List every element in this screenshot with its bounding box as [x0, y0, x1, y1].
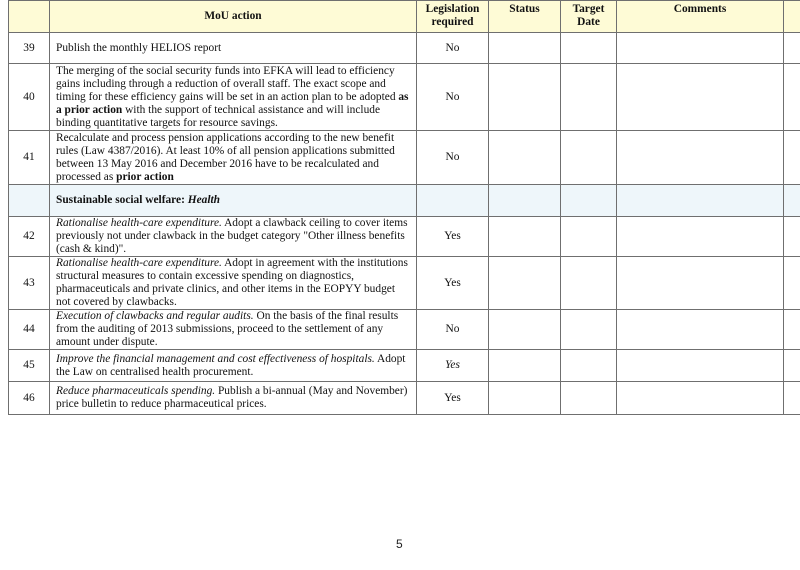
header-legislation-label: Legislation required — [425, 3, 480, 28]
legislation-required-cell: Yes — [417, 257, 489, 310]
legislation-required-cell: Yes — [417, 217, 489, 257]
status-cell — [489, 382, 561, 415]
header-target-date-label: Target Date — [572, 3, 605, 28]
comments-cell — [617, 131, 784, 185]
table-row — [9, 33, 800, 64]
action-text-fragment: On the basis of the final results from the auditing of 2013 submissions, proceed to the settlement of any amount under dispute. — [56, 310, 399, 348]
status-cell — [489, 185, 561, 217]
table-row — [9, 257, 800, 310]
action-text-fragment: Recalculate and process pension applications according to the new benefit rules (Law 4387/2016). At least 10% of all pension applications submitted between 13 May 2016 and December 2016 have to be recalculated and processed as — [56, 131, 395, 183]
action-text-fragment: Publish a bi-annual (May and November) price bulletin to reduce pharmaceutical prices. — [56, 385, 408, 410]
action-text-fragment: Reduce pharmaceuticals spending. — [56, 385, 216, 397]
action-text-fragment: Health — [187, 194, 221, 206]
header-extra — [784, 1, 800, 33]
status-cell — [489, 310, 561, 350]
header-mou-action — [50, 1, 417, 33]
status-cell — [489, 257, 561, 310]
row-number-cell: 44 — [9, 310, 50, 350]
legislation-required-cell: Yes — [417, 382, 489, 415]
target-date-cell — [561, 257, 617, 310]
mou-action-cell — [50, 310, 417, 350]
header-number — [9, 1, 50, 33]
comments-cell — [617, 33, 784, 64]
extra-cell — [784, 185, 800, 217]
table-row — [9, 217, 800, 257]
mou-action-cell — [50, 257, 417, 310]
action-text-fragment: with the support of technical assistance and will include binding quantitative targets for resource savings. — [56, 103, 381, 129]
mou-action-cell — [50, 217, 417, 257]
header-status-label: Status — [509, 3, 540, 15]
action-text-fragment: Publish the monthly HELIOS report — [56, 41, 222, 54]
action-text-fragment: Adopt in agreement with the institutions structural measures to contain excessive spending on diagnostics, pharmaceuticals and private clinics, and other items in the EOPYY budget not covered by clawbacks. — [56, 257, 408, 308]
row-number-cell: 43 — [9, 257, 50, 310]
header-mou-action-label: MoU action — [204, 10, 262, 22]
comments-cell — [617, 310, 784, 350]
extra-cell — [784, 217, 800, 257]
table-row — [9, 64, 800, 131]
extra-cell — [784, 64, 800, 131]
target-date-cell — [561, 33, 617, 64]
row-number-cell: 46 — [9, 382, 50, 415]
mou-action-table — [8, 0, 800, 415]
row-number-cell: 45 — [9, 350, 50, 382]
extra-cell — [784, 131, 800, 185]
table-header-row — [9, 1, 800, 33]
legislation-required-cell: No — [417, 131, 489, 185]
mou-action-cell — [50, 131, 417, 185]
page-number: 5 — [396, 537, 403, 551]
extra-cell — [784, 310, 800, 350]
legislation-required-cell: No — [417, 310, 489, 350]
mou-action-cell — [50, 350, 417, 382]
mou-action-cell — [50, 64, 417, 131]
legislation-cell — [417, 185, 489, 217]
row-number-cell: 40 — [9, 64, 50, 131]
action-text-fragment: prior action — [116, 170, 174, 183]
action-text-fragment: The merging of the social security funds into EFKA will lead to efficiency gains including through a reduction of overall staff. The exact scope and timing for these efficiency gains will be set in an action plan to be adopted — [56, 64, 399, 103]
section-row — [9, 185, 800, 217]
row-number-cell: 42 — [9, 217, 50, 257]
legislation-required-cell: No — [417, 33, 489, 64]
target-date-cell — [561, 382, 617, 415]
comments-cell — [617, 257, 784, 310]
status-cell — [489, 350, 561, 382]
legislation-required-cell: Yes — [417, 350, 489, 382]
extra-cell — [784, 33, 800, 64]
row-number-cell — [9, 185, 50, 217]
header-legislation-required — [417, 1, 489, 33]
comments-cell — [617, 64, 784, 131]
comments-cell — [617, 185, 784, 217]
header-comments — [617, 1, 784, 33]
table-row — [9, 350, 800, 382]
target-date-cell — [561, 350, 617, 382]
table-row — [9, 131, 800, 185]
action-text-fragment: Adopt the Law on centralised health procurement. — [56, 352, 406, 378]
action-text-fragment: Execution of clawbacks and regular audits. — [56, 310, 254, 322]
target-date-cell — [561, 217, 617, 257]
comments-cell — [617, 217, 784, 257]
row-number-cell: 39 — [9, 33, 50, 64]
target-date-cell — [561, 64, 617, 131]
action-text-fragment: Improve the financial management and cost effectiveness of hospitals. — [56, 352, 375, 365]
table-row — [9, 382, 800, 415]
action-text-fragment: Rationalise health-care expenditure. — [56, 257, 222, 269]
header-status — [489, 1, 561, 33]
action-text-fragment: as a prior action — [56, 90, 409, 116]
comments-cell — [617, 382, 784, 415]
header-target-date — [561, 1, 617, 33]
status-cell — [489, 33, 561, 64]
status-cell — [489, 64, 561, 131]
row-number-cell: 41 — [9, 131, 50, 185]
extra-cell — [784, 382, 800, 415]
status-cell — [489, 131, 561, 185]
extra-cell — [784, 257, 800, 310]
target-date-cell — [561, 185, 617, 217]
table-row — [9, 310, 800, 350]
action-text-fragment: Rationalise health-care expenditure. — [56, 217, 222, 229]
header-comments-label: Comments — [673, 3, 727, 15]
table-body — [9, 33, 800, 415]
status-cell — [489, 217, 561, 257]
action-text-fragment: Sustainable social welfare: — [56, 194, 188, 206]
mou-action-cell — [50, 185, 417, 217]
mou-action-cell — [50, 382, 417, 415]
legislation-required-cell: No — [417, 64, 489, 131]
extra-cell — [784, 350, 800, 382]
target-date-cell — [561, 131, 617, 185]
comments-cell — [617, 350, 784, 382]
mou-action-cell — [50, 33, 417, 64]
action-text-fragment: Adopt a clawback ceiling to cover items previously not under clawback in the budget category "Other illness benefits (cash & kind)". — [56, 217, 408, 255]
target-date-cell — [561, 310, 617, 350]
